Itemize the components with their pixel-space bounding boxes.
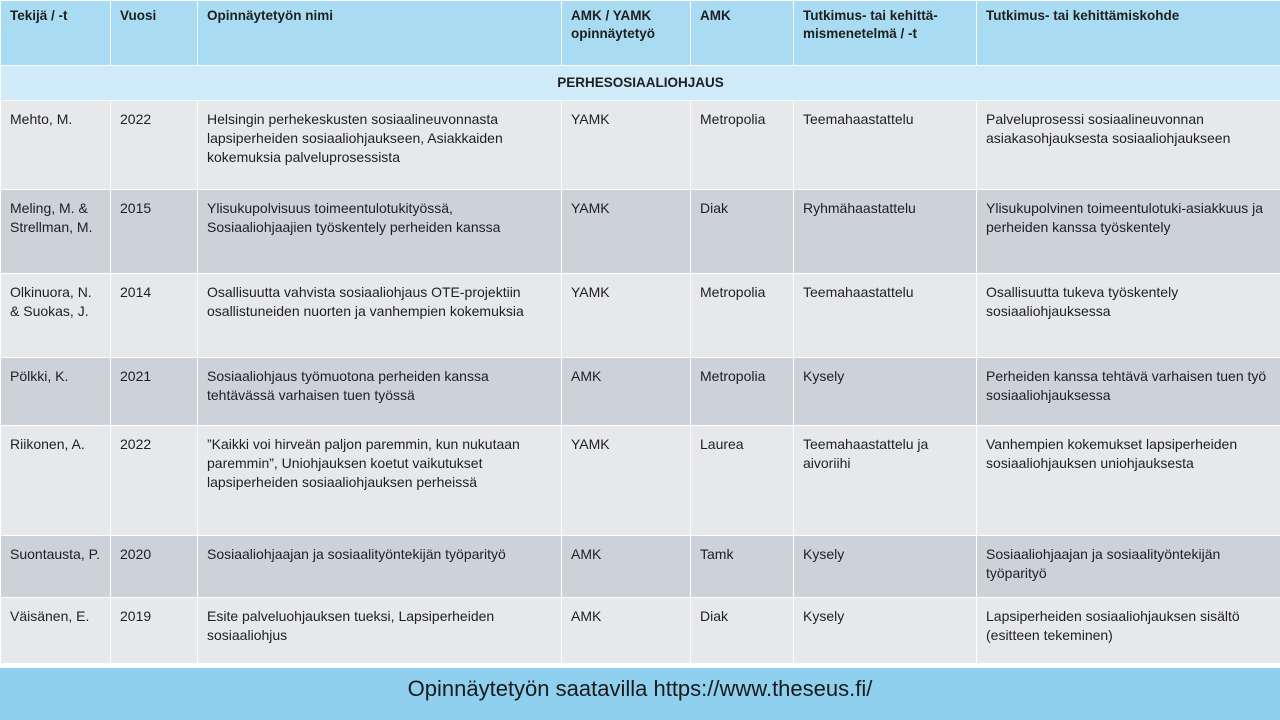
table-row [1,101,1280,190]
header-method: Tutkimus- tai kehittä-mismenetelmä / -t [794,1,977,66]
cell-thesis-name: Helsingin perhekeskusten sosiaalineuvonnasta lapsiperheiden sosiaaliohjaukseen, Asiakkaiden kokemuksia palveluprosessista [198,101,562,190]
table-row [1,274,1280,358]
cell-author: Olkinuora, N. & Suokas, J. [1,274,111,358]
table-row [1,358,1280,426]
section-title: PERHESOSIAALIOHJAUS [1,66,1280,101]
header-author: Tekijä / -t [1,1,111,66]
cell-degree-level: AMK [562,598,691,664]
footer-bar [0,668,1280,720]
cell-year: 2022 [111,426,198,536]
cell-degree-level: YAMK [562,190,691,274]
cell-degree-level: YAMK [562,426,691,536]
cell-school: Diak [691,190,794,274]
cell-method: Teemahaastattelu [794,274,977,358]
cell-school: Metropolia [691,274,794,358]
cell-target: Osallisuutta tukeva työskentely sosiaaliohjauksessa [977,274,1280,358]
footer-text: Opinnäytetyön saatavilla https://www.theseus.fi/ [407,676,873,701]
cell-thesis-name: Sosiaaliohjaajan ja sosiaalityöntekijän työparityö [198,536,562,598]
cell-thesis-name: Ylisukupolvisuus toimeentulotukityössä, Sosiaaliohjaajien työskentely perheiden kanssa [198,190,562,274]
cell-author: Suontausta, P. [1,536,111,598]
cell-method: Ryhmähaastattelu [794,190,977,274]
cell-degree-level: AMK [562,536,691,598]
cell-degree-level: YAMK [562,274,691,358]
cell-school: Tamk [691,536,794,598]
cell-target: Vanhempien kokemukset lapsiperheiden sosiaaliohjauksen uniohjauksesta [977,426,1280,536]
cell-author: Riikonen, A. [1,426,111,536]
header-target: Tutkimus- tai kehittämiskohde [977,1,1280,66]
cell-method: Kysely [794,536,977,598]
cell-method: Teemahaastattelu [794,101,977,190]
cell-author: Mehto, M. [1,101,111,190]
cell-author: Pölkki, K. [1,358,111,426]
cell-thesis-name: Esite palveluohjauksen tueksi, Lapsiperheiden sosiaaliohjus [198,598,562,664]
cell-method: Kysely [794,358,977,426]
cell-year: 2022 [111,101,198,190]
header-school: AMK [691,1,794,66]
cell-year: 2020 [111,536,198,598]
cell-target: Palveluprosessi sosiaalineuvonnan asiakasohjauksesta sosiaaliohjaukseen [977,101,1280,190]
cell-year: 2019 [111,598,198,664]
cell-target: Lapsiperheiden sosiaaliohjauksen sisältö (esitteen tekeminen) [977,598,1280,664]
header-degree-level: AMK / YAMK opinnäytetyö [562,1,691,66]
cell-thesis-name: ”Kaikki voi hirveän paljon paremmin, kun nukutaan paremmin”, Uniohjauksen koetut vaikutukset lapsiperheiden sosiaaliohjauksen perheissä [198,426,562,536]
cell-school: Metropolia [691,101,794,190]
table-row [1,190,1280,274]
cell-author: Meling, M. & Strellman, M. [1,190,111,274]
cell-author: Väisänen, E. [1,598,111,664]
cell-degree-level: YAMK [562,101,691,190]
table-row [1,598,1280,664]
cell-target: Perheiden kanssa tehtävä varhaisen tuen työ sosiaaliohjauksessa [977,358,1280,426]
cell-school: Metropolia [691,358,794,426]
cell-target: Ylisukupolvinen toimeentulotuki-asiakkuus ja perheiden kanssa työskentely [977,190,1280,274]
cell-year: 2015 [111,190,198,274]
cell-school: Diak [691,598,794,664]
cell-thesis-name: Osallisuutta vahvista sosiaaliohjaus OTE-projektiin osallistuneiden nuorten ja vanhempien kokemuksia [198,274,562,358]
header-thesis-name: Opinnäytetyön nimi [198,1,562,66]
cell-school: Laurea [691,426,794,536]
cell-target: Sosiaaliohjaajan ja sosiaalityöntekijän työparityö [977,536,1280,598]
table-row [1,426,1280,536]
cell-year: 2021 [111,358,198,426]
table-header-row [1,1,1280,66]
cell-method: Teemahaastattelu ja aivoriihi [794,426,977,536]
section-row [1,66,1280,101]
header-year: Vuosi [111,1,198,66]
cell-degree-level: AMK [562,358,691,426]
cell-method: Kysely [794,598,977,664]
cell-thesis-name: Sosiaaliohjaus työmuotona perheiden kanssa tehtävässä varhaisen tuen työssä [198,358,562,426]
table-row [1,536,1280,598]
cell-year: 2014 [111,274,198,358]
